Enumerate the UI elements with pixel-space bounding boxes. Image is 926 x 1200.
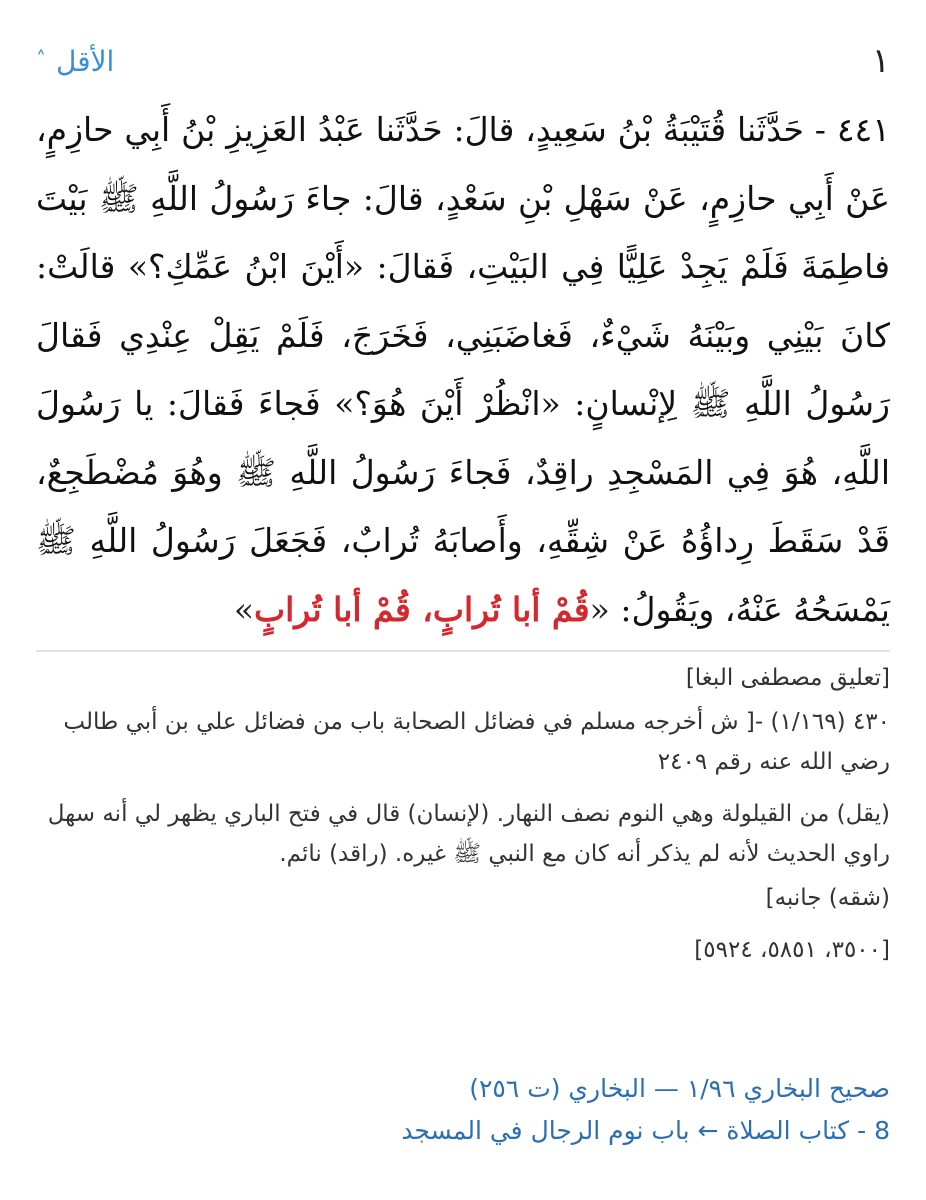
- commentary-section: [36, 658, 890, 982]
- hadith-index-number: ١: [871, 41, 890, 81]
- source-footer: [36, 1068, 890, 1152]
- commentary-explanation: (يقل) من القيلولة وهي النوم نصف النهار. (لإنسان) قال في فتح الباري يظهر لي أنه سهل راوي الحديث لأنه لم يذكر أنه كان مع النبي ﷺ غيره. (راقد) نائم.: [47, 801, 890, 867]
- hadith-header: [36, 36, 890, 86]
- chevron-up-icon: ˄: [36, 47, 46, 71]
- collapse-button[interactable]: [36, 45, 114, 78]
- quote-open-mark: «: [589, 589, 610, 629]
- hadith-text: [36, 96, 890, 644]
- book-reference-link[interactable]: صحيح البخاري ١/٩٦ — البخاري (ت ٢٥٦): [469, 1074, 890, 1103]
- chapter-path-link[interactable]: 8 - كتاب الصلاة ← باب نوم الرجال في المسجد: [401, 1116, 890, 1145]
- collapse-label: الأقل: [56, 44, 115, 78]
- hadith-body: ٤٤١ - حَدَّثَنا قُتَيْبَةُ بْنُ سَعِيدٍ، قالَ: حَدَّثَنا عَبْدُ العَزِيزِ بْنُ أَبِي حازِمٍ، عَنْ أَبِي حازِمٍ، عَنْ سَهْلِ بْنِ سَعْدٍ، قالَ: جاءَ رَسُولُ اللَّهِ ﷺ بَيْتَ فاطِمَةَ فَلَمْ يَجِدْ عَلِيًّا فِي البَيْتِ، فَقالَ: «أَيْنَ ابْنُ عَمِّكِ؟» قالَتْ: كانَ بَيْنِي وبَيْنَهُ شَيْءٌ، فَغاضَبَنِي، فَخَرَجَ، فَلَمْ يَقِلْ عِنْدِي فَقالَ رَسُولُ اللَّهِ ﷺ لِإنْسانٍ: «انْظُرْ أَيْنَ هُوَ؟» فَجاءَ فَقالَ: يا رَسُولَ اللَّهِ، هُوَ فِي المَسْجِدِ راقِدٌ، فَجاءَ رَسُولُ اللَّهِ ﷺ وهُوَ مُضْطَجِعٌ، قَدْ سَقَطَ رِداؤُهُ عَنْ شِقِّهِ، وأَصابَهُ تُرابٌ، فَجَعَلَ رَسُولُ اللَّهِ ﷺ يَمْسَحُهُ عَنْهُ، ويَقُولُ:: [36, 110, 890, 629]
- hadith-highlighted-quote: قُمْ أبا تُرابٍ، قُمْ أبا تُرابٍ: [254, 589, 590, 629]
- quote-close-mark: »: [233, 589, 255, 629]
- cross-references: [٣٥٠٠، ٥٨٥١، ٥٩٢٤]: [694, 937, 890, 963]
- commentary-title: [تعليق مصطفى البغا]: [685, 665, 890, 691]
- section-divider: [36, 650, 890, 652]
- commentary-reference-note: ٤٣٠ (١/١٦٩) -[ ش أخرجه مسلم في فضائل الصحابة باب من فضائل علي بن أبي طالب رضي الله عنه رقم ٢٤٠٩: [63, 709, 890, 775]
- commentary-explanation-2: (شقه) جانبه]: [765, 885, 890, 911]
